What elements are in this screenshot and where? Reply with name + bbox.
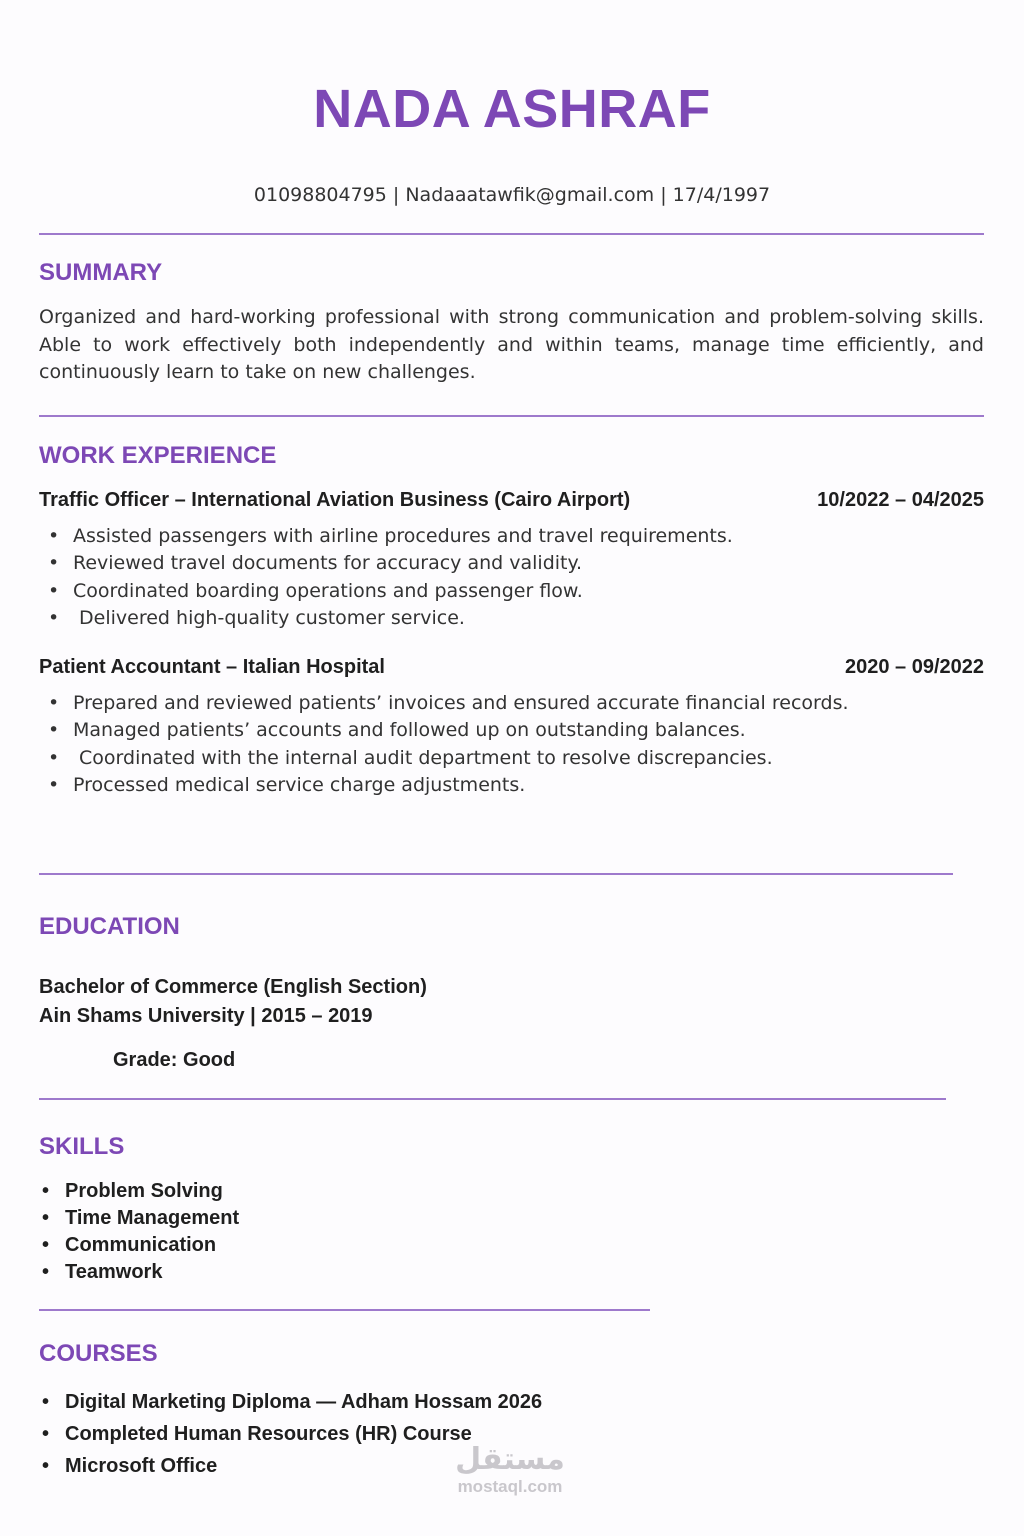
course-text: Microsoft Office	[65, 1455, 218, 1477]
bullet-icon: •	[42, 1455, 50, 1477]
university: Ain Shams University | 2015 – 2019	[39, 1005, 373, 1027]
job-dates: 2020 – 09/2022	[844, 656, 984, 678]
skill-text: Problem Solving	[65, 1180, 223, 1202]
list-item	[42, 1386, 542, 1418]
list-item	[48, 578, 988, 605]
duty-text: Coordinated with the internal audit department to resolve discrepancies.	[73, 746, 773, 769]
bullet-icon: •	[48, 552, 60, 575]
courses-heading: COURSES	[39, 1340, 158, 1367]
degree: Bachelor of Commerce (English Section)	[39, 976, 427, 998]
bullet-icon: •	[48, 719, 60, 742]
list-item	[42, 1178, 239, 1205]
duty-text: Prepared and reviewed patients’ invoices and ensured accurate financial records.	[73, 692, 849, 714]
bullet-icon: •	[42, 1207, 50, 1229]
skill-text: Teamwork	[65, 1261, 163, 1283]
duty-text: Coordinated boarding operations and passenger flow.	[73, 579, 583, 602]
duty-text: Reviewed travel documents for accuracy and validity.	[73, 552, 583, 575]
course-text: Digital Marketing Diploma — Adham Hossam 2026	[65, 1391, 543, 1413]
skill-text: Communication	[65, 1234, 217, 1256]
list-item	[48, 690, 988, 717]
candidate-name: NADA ASHRAF	[313, 79, 711, 139]
divider	[39, 1098, 946, 1100]
bullet-icon: •	[48, 692, 60, 714]
list-item	[42, 1232, 239, 1259]
bullet-icon: •	[48, 606, 60, 629]
course-text: Completed Human Resources (HR) Course	[65, 1423, 472, 1445]
list-item	[48, 605, 988, 632]
skills-list	[42, 1178, 239, 1286]
duty-text: Assisted passengers with airline procedures and travel requirements.	[73, 525, 733, 547]
summary-text: Organized and hard-working professional with strong communication and problem-solving skills. Able to work effectively both independently and within teams, manage time efficiently, and continuously learn to take on new challenges.	[39, 306, 984, 383]
bullet-icon: •	[42, 1180, 50, 1202]
duty-text: Processed medical service charge adjustments.	[73, 773, 526, 796]
skills-heading: SKILLS	[39, 1133, 125, 1160]
list-item	[42, 1259, 239, 1286]
job-title: Traffic Officer – International Aviation Business (Cairo Airport)	[39, 489, 631, 511]
job-dates: 10/2022 – 04/2025	[817, 489, 984, 511]
job-duties-list	[48, 690, 988, 799]
divider	[39, 1309, 650, 1311]
grade: Grade: Good	[113, 1049, 236, 1071]
divider	[39, 873, 953, 875]
duty-text: Managed patients’ accounts and followed up on outstanding balances.	[73, 719, 746, 742]
education-heading: EDUCATION	[39, 913, 180, 940]
bullet-icon: •	[48, 579, 60, 602]
bullet-icon: •	[48, 746, 60, 769]
bullet-icon: •	[42, 1234, 50, 1256]
list-item	[48, 523, 988, 550]
bullet-icon: •	[48, 525, 60, 547]
bullet-icon: •	[42, 1391, 50, 1413]
watermark-latin: mostaql.com	[457, 1477, 563, 1496]
list-item	[48, 745, 988, 772]
divider	[39, 415, 984, 417]
bullet-icon: •	[48, 773, 60, 796]
bullet-icon: •	[42, 1423, 50, 1445]
bullet-icon: •	[42, 1261, 50, 1283]
skill-text: Time Management	[65, 1207, 240, 1229]
divider	[39, 233, 984, 235]
summary-heading: SUMMARY	[39, 259, 163, 286]
job-duties-list	[48, 523, 988, 632]
work-experience-heading: WORK EXPERIENCE	[39, 442, 277, 469]
duty-text: Delivered high-quality customer service.	[73, 606, 465, 629]
list-item	[48, 772, 988, 799]
contact-line: 01098804795 | Nadaaatawfik@gmail.com | 17/4/1997	[253, 184, 771, 206]
job-title: Patient Accountant – Italian Hospital	[39, 656, 385, 678]
watermark-arabic: مستقل	[455, 1442, 565, 1477]
list-item	[48, 550, 988, 577]
list-item	[48, 717, 988, 744]
mostaql-watermark	[440, 1442, 580, 1496]
list-item	[42, 1205, 239, 1232]
